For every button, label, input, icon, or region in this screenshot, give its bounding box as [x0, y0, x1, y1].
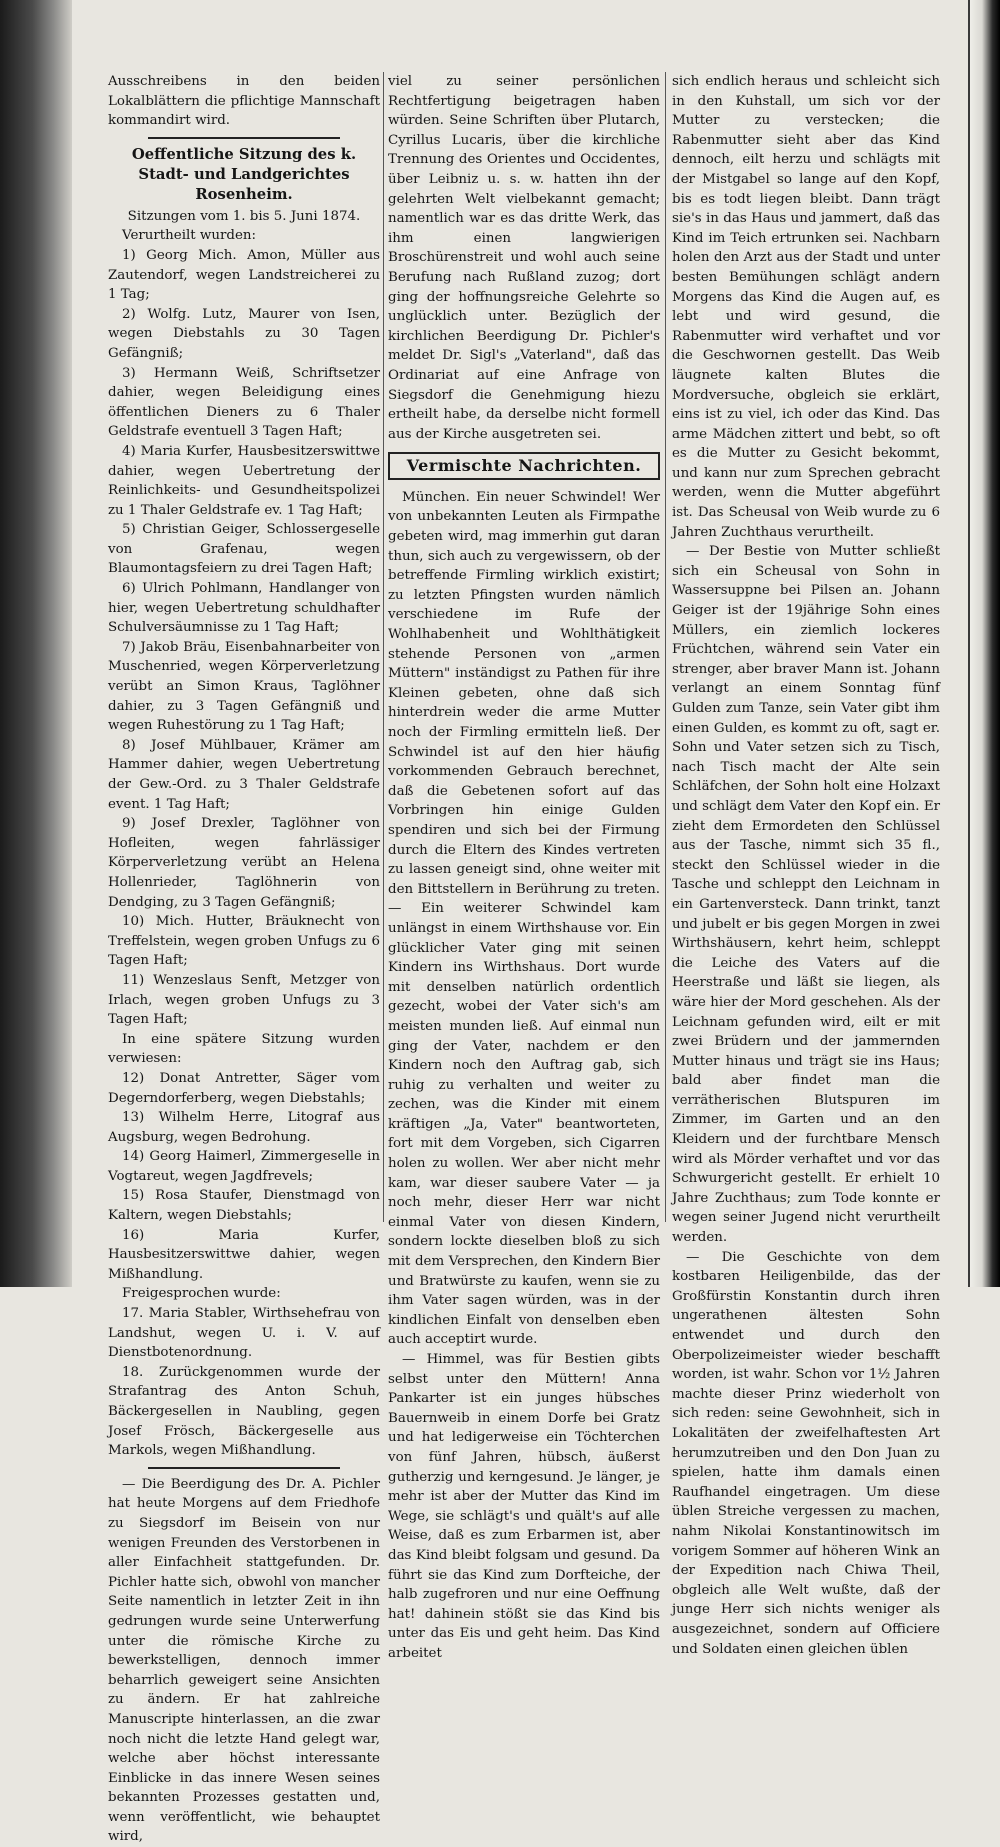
section-heading-court: Oeffentliche Sitzung des k. Stadt- und Landgerichtes Rosenheim.: [131, 145, 357, 203]
session-dates: Sitzungen vom 1. bis 5. Juni 1874.: [127, 208, 361, 224]
column-rule: [665, 72, 666, 1222]
column-2: [388, 72, 660, 1661]
freigesprochen-label: Freigesprochen wurde:: [122, 1286, 281, 1302]
verdict-item: 5) Christian Geiger, Schlossergeselle von Grafenau, wegen Blaumontagsfeiern zu drei Tagen Haft;: [108, 522, 380, 577]
verdict-item: 10) Mich. Hutter, Bräuknecht von Treffelstein, wegen groben Unfugs zu 6 Tagen Haft;: [108, 914, 380, 969]
article-heiligenbild: — Die Geschichte von dem kostbaren Heiligenbilde, das der Großfürstin Konstantin durch ihren ungerathenen ältesten Sohn entwendet und durch den Oberpolizeimeister wieder beschafft worden, ist wahr. Schon vor 1½ Jahren machte dieser Prinz wiederholt von sich reden: seine Gewohnheit, sich in Lokalitäten der zweifelhaftesten Art herumzutreiben und den Don Juan zu spielen, hatte ihm damals einen Raufhandel eingetragen. Um diese üblen Streiche vergessen zu machen, nahm Nikolai Konstantinowitsch im vorigem Sommer auf höheren Wink an der Expedition nach Chiwa Theil, obgleich alle Welt wußte, daß der junge Herr sich nichts weniger als ausgezeichnet, sondern auf Officiere und Soldaten einen gleichen üblen: [672, 1249, 940, 1657]
article-continuation: Ausschreibens in den beiden Lokalblättern die pflichtige Mannschaft kommandirt wird.: [108, 74, 380, 129]
article-bestien: — Himmel, was für Bestien gibts selbst unter den Müttern! Anna Pankarter ist ein junges hübsches Bauernweib in einem Dorfe bei Gratz und hat ledigerweise ein Töchterchen von fünf Jahren, hübsch, äußerst gutherzig und kerngesund. Je länger, je mehr ist aber der Mutter das Kind im Wege, sie schlägt's und quält's auf alle Weise, daß es zum Erbarmen ist, aber das Kind bleibt folgsam und gesund. Da führt sie das Kind zum Dorfteiche, der halb zugefroren und nur eine Oeffnung hat! dahinein stößt sie das Kind bis unter das Eis und geht heim. Das Kind arbeitet: [388, 1352, 660, 1661]
zurueckgenommen-item: 18. Zurückgenommen wurde der Strafantrag des Anton Schuh, Bäckergesellen in Naubling, gegen Josef Frösch, Bäckergeselle aus Markols, wegen Mißhandlung.: [108, 1364, 380, 1459]
column-rule: [383, 72, 384, 1222]
section-heading-vermischte: Vermischte Nachrichten.: [388, 452, 660, 480]
verdict-item: 7) Jakob Bräu, Eisenbahnarbeiter von Muschenried, wegen Körperverletzung verübt an Simon Kraus, Taglöhner dahier, zu 3 Tagen Gefängniß und wegen Ruhestörung zu 1 Tag Haft;: [108, 639, 380, 734]
verdict-item: 6) Ulrich Pohlmann, Handlanger von hier, wegen Uebertretung schuldhafter Schulversäumnisse zu 1 Tag Haft;: [108, 581, 380, 636]
divider: [148, 1467, 340, 1469]
divider: [148, 137, 340, 139]
verdict-item: 9) Josef Drexler, Taglöhner von Hofleiten, wegen fahrlässiger Körperverletzung verübt an Helena Hollenrieder, Taglöhnerin von Dendging, zu 3 Tagen Gefängniß;: [108, 816, 380, 910]
verwiesen-item: 14) Georg Haimerl, Zimmergeselle in Vogtareut, wegen Jagdfrevels;: [108, 1149, 380, 1184]
article-bestien-continued: sich endlich heraus und schleicht sich in den Kuhstall, um sich vor der Mutter zu verstecken; die Rabenmutter sieht aber das Kind dennoch, eilt herzu und schlägts mit der Mistgabel so lange auf den Kopf, bis es todt liegen bleibt. Dann trägt sie's in das Haus und jammert, daß das Kind im Teich ertrunken sei. Nachbarn holen den Arzt aus der Stadt und unter besten Bemühungen schlägt andern Morgens das Kind die Augen auf, es lebt und wird gesund, die Rabenmutter wird verhaftet und vor die Geschwornen gestellt. Das Weib läugnete kalten Blutes die Mordversuche, obgleich sie erklärt, eins ist zu viel, ich oder das Kind. Das arme Mädchen zittert und bebt, so oft es die Mutter zu Gesicht bekommt, und kann nur zum Sprechen gebracht werden, wenn die Mutter abgeführt ist. Das Scheusal von Weib wurde zu 6 Jahren Zuchthaus verurtheilt.: [672, 74, 940, 540]
column-1: [108, 72, 380, 1845]
verdict-item: 2) Wolfg. Lutz, Maurer von Isen, wegen Diebstahls zu 30 Tagen Gefängniß;: [108, 306, 380, 361]
verurtheilt-label: Verurtheilt wurden:: [122, 228, 257, 244]
article-pichler: — Die Beerdigung des Dr. A. Pichler hat heute Morgens auf dem Friedhofe zu Siegsdorf im Beisein von nur wenigen Freunden des Verstorbenen in aller Einfachheit stattgefunden. Dr. Pichler hatte sich, obwohl von mancher Seite namentlich in letzter Zeit in ihn gedrungen wurde seine Unterwerfung unter die römische Kirche zu bewerkstelligen, dennoch immer beharrlich geweigert seine Ansichten zu ändern. Er hat zahlreiche Manuscripte hinterlassen, an die zwar noch nicht die letzte Hand gelegt war, welche aber höchst interessante Einblicke in das innere Wesen seines bekannten Prozesses gestatten und, wenn veröffentlicht, wie behauptet wird,: [108, 1476, 380, 1845]
article-pichler-continued: viel zu seiner persönlichen Rechtfertigung beigetragen haben würden. Seine Schriften über Plutarch, Cyrillus Lucaris, über die kirchliche Trennung des Orientes und Occidentes, über Leibniz u. s. w. hatten ihn der gelehrten Welt vielbekannt gemacht; namentlich war es das dritte Werk, das ihm einen langwierigen Broschürenstreit und wohl auch seine Berufung nach Rußland zuzog; dort ging der hoffnungsreiche Gelehrte so unglücklich unter. Bezüglich der kirchlichen Beerdigung Dr. Pichler's meldet Dr. Sigl's „Vaterland", daß das Ordinariat auf eine Anfrage von Siegsdorf die Genehmigung hiezu ertheilt habe, da derselbe nicht formell aus der Kirche ausgetreten sei.: [388, 74, 660, 442]
article-sohn: — Der Bestie von Mutter schließt sich ein Scheusal von Sohn in Wassersuppne bei Pilsen an. Johann Geiger ist der 19jährige Sohn eines Müllers, ein ziemlich lockeres Früchtchen, während sein Vater ein strenger, aber braver Mann ist. Johann verlangt an einem Sonntag fünf Gulden zum Tanze, sein Vater gibt ihm einen Gulden, es kommt zu oft, sagt er. Sohn und Vater setzen sich zu Tisch, nach Tisch macht der Alte sein Schläfchen, der Sohn holt eine Holzaxt und schlägt dem Vater den Kopf ein. Er zieht dem Ermordeten den Schlüssel aus der Tasche, nimmt sich 35 fl., steckt den Schlüssel wieder in die Tasche und schleppt den Leichnam in ein Gartenversteck. Dann trinkt, tanzt und jubelt er bis gegen Morgen in zwei Wirthshäusern, kehrt heim, schleppt die Leiche des Vaters auf die Heerstraße und läßt sie liegen, als wäre hier der Mord geschehen. Als der Leichnam gefunden wird, eilt er mit zwei Brüdern und der jammernden Mutter hinaus und trägt sie ins Haus; bald aber findet man die verrätherischen Blutspuren im Zimmer, im Garten und an den Kleidern und der furchtbare Mensch wird als Mörder verhaftet und vor das Schwurgericht gestellt. Er erhielt 10 Jahre Zuchthaus; zum Tode konnte er wegen seiner Jugend nicht verurtheilt werden.: [672, 544, 940, 1246]
verdict-item: 8) Josef Mühlbauer, Krämer am Hammer dahier, wegen Uebertretung der Gew.-Ord. zu 3 Thaler Geldstrafe event. 1 Tag Haft;: [108, 737, 380, 812]
verwiesen-item: 15) Rosa Staufer, Dienstmagd von Kaltern, wegen Diebstahls;: [108, 1188, 380, 1224]
verwiesen-item: 12) Donat Antretter, Säger vom Degerndorferberg, wegen Diebstahls;: [108, 1070, 380, 1106]
freigesprochen-item: 17. Maria Stabler, Wirthsehefrau von Landshut, wegen U. i. V. auf Dienstbotenordnung.: [108, 1306, 380, 1361]
newspaper-page: [96, 72, 946, 1845]
verdict-item: 1) Georg Mich. Amon, Müller aus Zautendorf, wegen Landstreicherei zu 1 Tag;: [108, 247, 380, 303]
verwiesen-item: 16) Maria Kurfer, Hausbesitzerswittwe dahier, wegen Mißhandlung.: [108, 1227, 380, 1282]
article-schwindel: München. Ein neuer Schwindel! Wer von unbekannten Leuten als Firmpathe gebeten wird, mag immerhin gut daran thun, sich auch zu vergewissern, ob der betreffende Firmling wirklich existirt; zu letzten Pfingsten wurden nämlich verschiedene im Rufe der Wohlhabenheit und Wohlthätigkeit stehende Personen von „armen Müttern" inständigst zu Pathen für ihre Kleinen gebeten, ohne daß sich hinterdrein weder die arme Mutter noch der Firmling ermitteln ließ. Der Schwindel ist auf den hier häufig vorkommenden Gebrauch berechnet, daß die Gebetenen sofort auf das Vorbringen hin einige Gulden spendiren und sich bei der Firmung durch die Eltern des Kindes vertreten zu lassen geneigt sind, ohne weiter mit den Bittstellern in Berührung zu treten. — Ein weiterer Schwindel kam unlängst in einem Wirthshause vor. Ein glücklicher Vater ging mit seinen Kindern ins Wirthshaus. Dort wurde mit denselben natürlich ordentlich gezecht, wobei der Vater sich's am meisten munden ließ. Auf einmal nun ging der Vater, nachdem er den Kindern noch den Auftrag gab, sich ruhig zu verhalten und weiter zu zechen, was die Kinder mit einem kräftigen „Ja, Vater" beantworteten, fort mit dem Vorgeben, sich Cigarren holen zu wollen. Wer aber nicht mehr kam, war dieser saubere Vater — ja noch mehr, dieser Herr war nicht einmal Vater von diesen Kindern, sondern lockte dieselben bloß zu sich mit dem Versprechen, den Kindern Bier und Bratwürste zu kaufen, wenn sie zu ihm Vater sagen würden, was in der kindlichen Einfalt von denselben eben auch acceptirt wurde.: [388, 489, 660, 1348]
verdict-item: 3) Hermann Weiß, Schriftsetzer dahier, wegen Beleidigung eines öffentlichen Dieners zu 6 Thaler Geldstrafe eventuell 3 Tagen Haft;: [108, 365, 380, 440]
verwiesen-label: In eine spätere Sitzung wurden verwiesen:: [108, 1031, 380, 1067]
verwiesen-item: 13) Wilhelm Herre, Litograf aus Augsburg, wegen Bedrohung.: [108, 1110, 380, 1145]
scan-edge-right: [970, 0, 1000, 1287]
column-3: [672, 72, 940, 1657]
scan-binding-shadow: [0, 0, 72, 1287]
verdict-item: 4) Maria Kurfer, Hausbesitzerswittwe dahier, wegen Uebertretung der Reinlichkeits- und Gesundheitspolizei zu 1 Thaler Geldstrafe ev. 1 Tag Haft;: [108, 443, 380, 518]
verdict-item: 11) Wenzeslaus Senft, Metzger von Irlach, wegen groben Unfugs zu 3 Tagen Haft;: [108, 972, 380, 1028]
